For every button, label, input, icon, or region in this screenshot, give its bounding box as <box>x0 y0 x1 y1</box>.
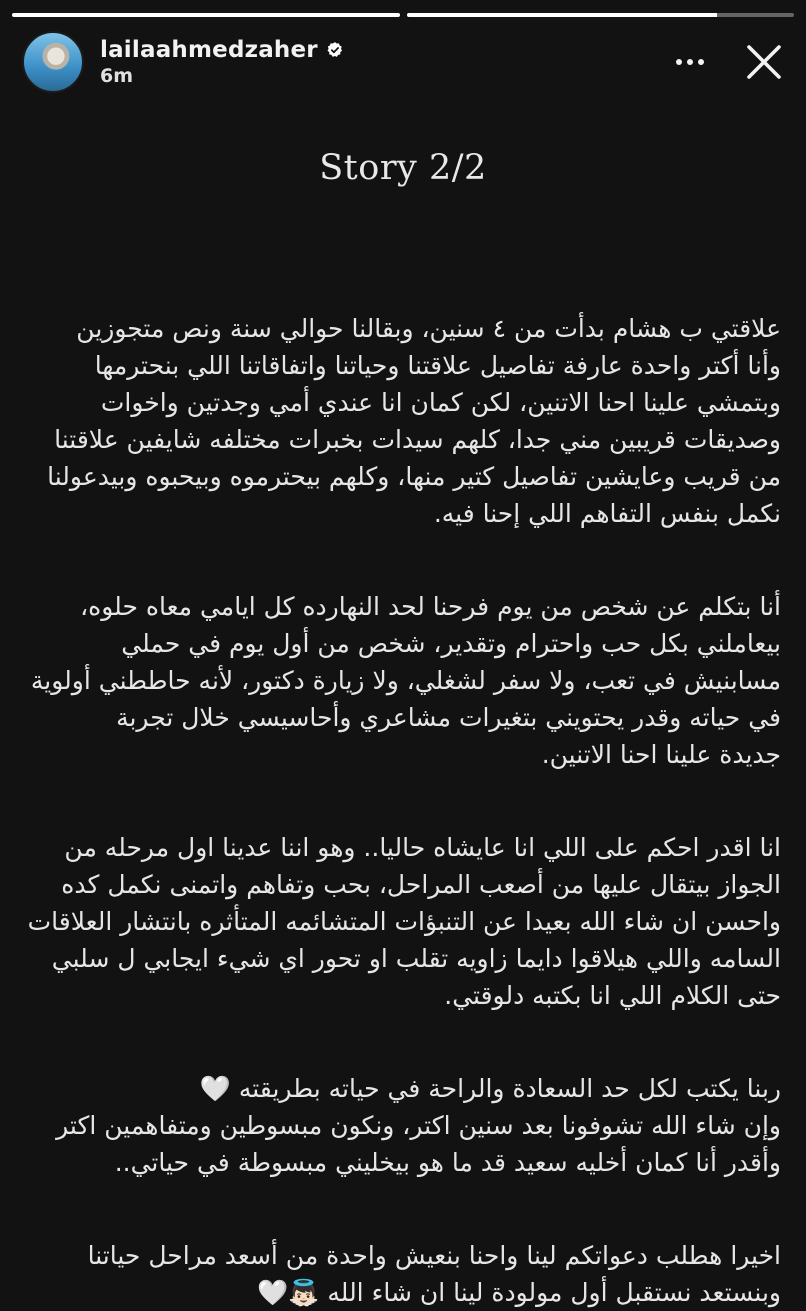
close-icon[interactable] <box>742 40 786 84</box>
story-progress <box>12 13 794 17</box>
text-line: السامه واللي هيلاقوا دايما زاويه تقلب او تحور اي شيء ايجابي ل سلبي <box>51 944 781 973</box>
user-info <box>100 37 344 87</box>
text-line: وبتمشي علينا احنا الاتنين، لكن كمان انا عندي أمي وجدتين واخوات <box>100 388 781 417</box>
text-line: الجواز بيتقال عليها من أصعب المراحل، بحب وتفاهم واتمنى نكمل كده <box>61 870 781 899</box>
post-time: 6m <box>100 65 134 87</box>
username[interactable]: lailaahmedzaher <box>100 37 318 63</box>
text-line: وبنستعد نستقبل أول مولودة لينا ان شاء الله 👼🏻🤍 <box>257 1278 781 1307</box>
story-progress-segment-2 <box>407 13 795 17</box>
verified-badge-icon <box>326 41 344 59</box>
story-header <box>22 30 786 94</box>
text-line: من قريب وعايشين تفاصيل كتير منها، وكلهم بيحترموه وبيحبوه وبيدعولنا <box>47 462 781 491</box>
text-line: اخيرا هطلب دعواتكم لينا واحنا بنعيش واحدة من أسعد مراحل حياتنا <box>87 1241 781 1270</box>
paragraph-3 <box>24 829 781 1014</box>
text-line: انا اقدر احكم على اللي انا عايشاه حاليا.. وهو اننا عدينا اول مرحله من <box>64 833 781 862</box>
text-line: جديدة علينا احنا الاتنين. <box>541 740 781 769</box>
text-line: نكمل بنفس التفاهم اللي إحنا فيه. <box>433 499 781 528</box>
story-progress-segment-1 <box>12 13 400 17</box>
text-line: وصديقات قريبين مني جدا، كلهم سيدات بخبرات مختلفه شايفين علاقتنا <box>54 425 781 454</box>
text-line: ربنا يكتب لكل حد السعادة والراحة في حياته بطريقته 🤍 <box>199 1074 781 1103</box>
text-line: وإن شاء الله تشوفونا بعد سنين اكتر، ونكون مبسوطين ومتفاهمين اكتر <box>56 1111 781 1140</box>
header-actions <box>672 40 786 84</box>
paragraph-1 <box>24 310 781 532</box>
text-line: علاقتي ب هشام بدأت من ٤ سنين، وبقالنا حوالي سنة ونص متجوزين <box>76 314 781 343</box>
text-line: مسابنيش في تعب، ولا سفر لشغلي، ولا زيارة دكتور، لأنه حاططني أولوية <box>30 666 781 695</box>
story-text <box>24 310 781 1311</box>
text-line: أنا بتكلم عن شخص من يوم فرحنا لحد النهارده كل ايامي معاه حلوه، <box>80 592 781 621</box>
text-line: وأنا أكتر واحدة عارفة تفاصيل علاقتنا وحياتنا واتفاقاتنا اللي بنحترمها <box>94 351 781 380</box>
story-title: Story 2/2 <box>319 148 487 188</box>
text-line: بيعاملني بكل حب واحترام وتقدير، شخص من أول يوم في حملي <box>121 629 781 658</box>
more-dots-icon[interactable] <box>672 44 708 80</box>
paragraph-4 <box>24 1070 781 1181</box>
avatar[interactable] <box>22 31 84 93</box>
text-line: واحسن ان شاء الله بعيدا عن التنبؤات المتشائمه المتأثره بانتشار العلاقات <box>27 907 781 936</box>
username-row <box>100 37 344 63</box>
text-line: وأقدر أنا كمان أخليه سعيد قد ما هو بيخليني مبسوطة في حياتي.. <box>114 1148 781 1177</box>
text-line: حتى الكلام اللي انا بكتبه دلوقتي. <box>444 981 781 1010</box>
paragraph-2 <box>24 588 781 773</box>
paragraph-5 <box>24 1237 781 1311</box>
text-line: في حياته وقدر يحتويني بتغيرات مشاعري وأحاسيسي خلال تجربة <box>116 703 781 732</box>
